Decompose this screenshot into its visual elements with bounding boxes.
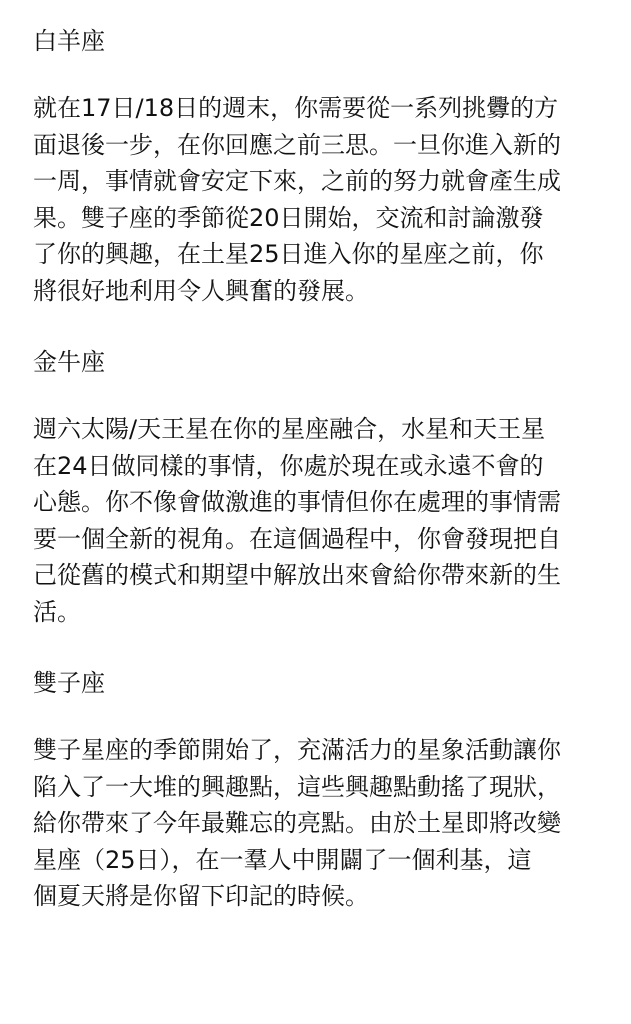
body-line: 給你帶來了今年最難忘的亮點。由於土星即將改變 [33,809,561,837]
body-line: 將很好地利用令人興奮的發展。 [33,276,369,305]
body-line: 星座（25日），在一羣人中開闢了一個利基，這 [33,845,532,874]
body-line: 雙子星座的季節開始了，充滿活力的星象活動讓你 [33,736,561,764]
body-line: 面退後一步，在你回應之前三思。一旦你進入新的 [33,130,561,159]
section-gemini [33,666,605,915]
body-line: 陷入了一大堆的興趣點，這些興趣點動搖了現狀， [33,772,561,801]
section-title: 金牛座 [33,348,105,376]
body-line: 了你的興趣，在土星25日進入你的星座之前，你 [33,240,544,268]
body-line: 個夏天將是你留下印記的時候。 [33,882,369,910]
section-body [33,411,605,630]
body-line: 心態。你不像會做激進的事情但你在處理的事情需 [33,488,561,516]
body-line: 在24日做同樣的事情，你處於現在或永遠不會的 [33,451,544,480]
body-line: 一周，事情就會安定下來，之前的努力就會產生成 [33,167,561,195]
section-aries [33,24,605,345]
section-taurus [33,345,605,666]
body-line: 果。雙子座的季節從20日開始，交流和討論激發 [33,203,544,232]
section-title: 雙子座 [33,669,105,697]
body-line: 就在17日/18日的週末，你需要從一系列挑釁的方 [33,94,559,122]
body-line: 要一個全新的視角。在這個過程中，你會發現把自 [33,524,561,553]
section-body [33,732,605,915]
body-line: 週六太陽/天王星在你的星座融合，水星和天王星 [33,415,546,443]
section-body [33,90,605,309]
body-line: 活。 [33,597,81,626]
body-line: 己從舊的模式和期望中解放出來會給你帶來新的生 [33,561,561,589]
section-title: 白羊座 [33,27,105,55]
